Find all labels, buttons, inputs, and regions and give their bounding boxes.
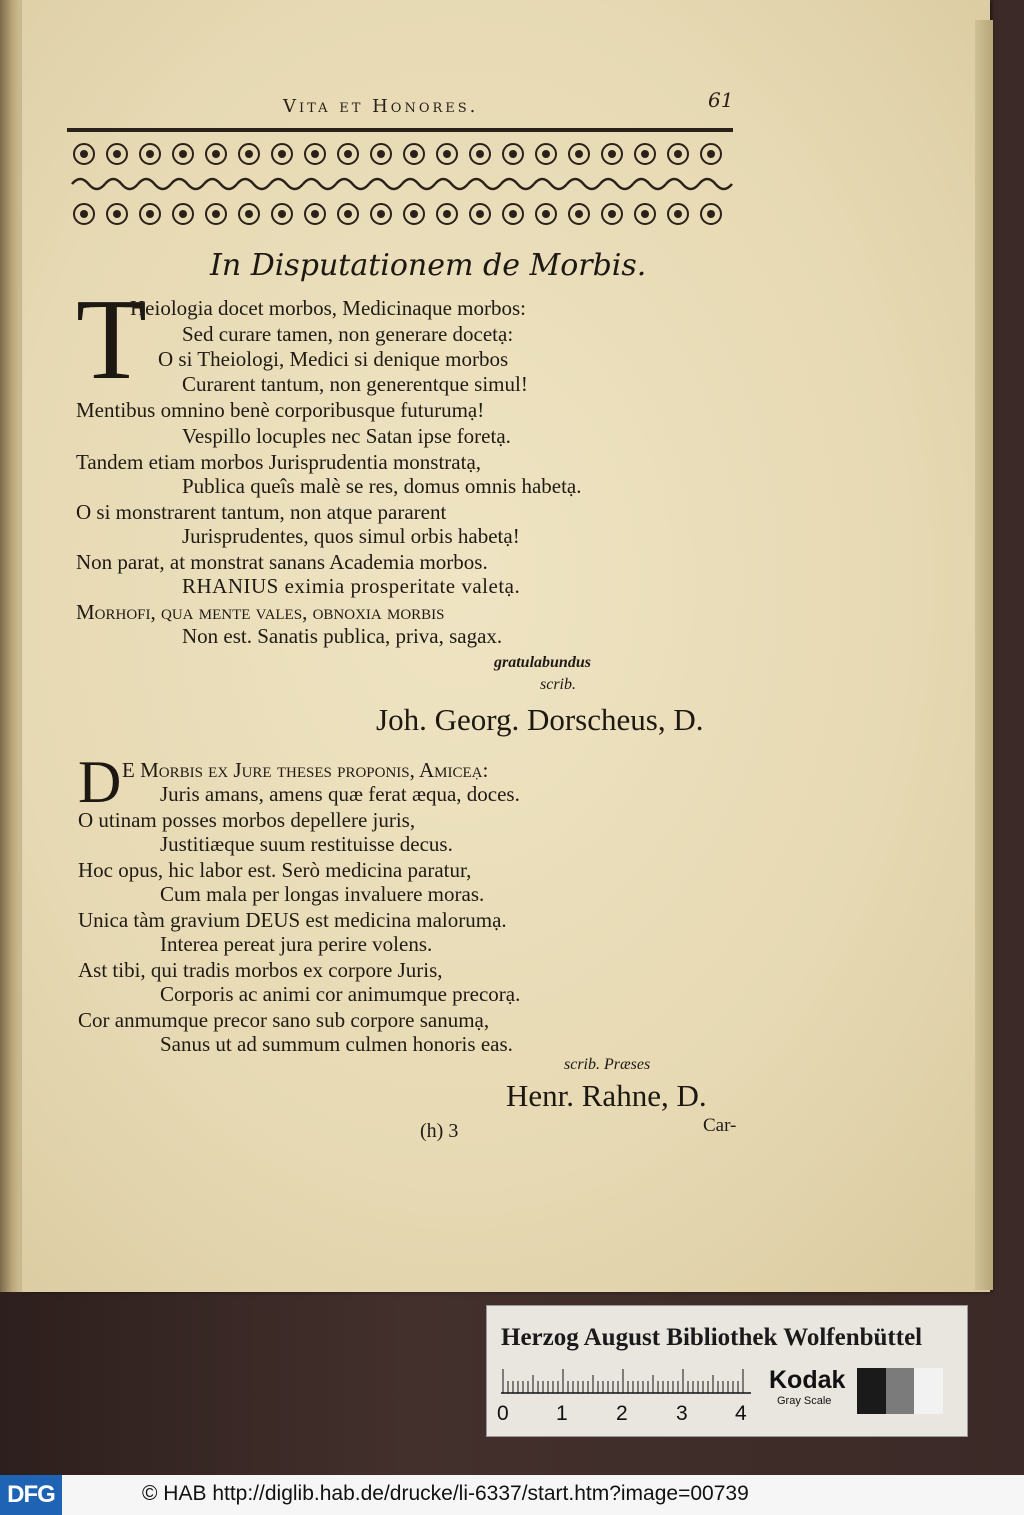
ornament-rosette-center (542, 210, 550, 218)
copyright-url[interactable]: © HAB http://diglib.hab.de/drucke/li-6337/start.htm?image=00739 (142, 1482, 749, 1505)
verse-line: E Morbis ex Jure theses proponis, Amiceạ: (122, 758, 489, 782)
verse-line: Curarent tantum, non generentque simul! (182, 372, 528, 396)
printer-signature-mark: (h) 3 (420, 1120, 459, 1142)
verse-line: Vespillo locuples nec Satan ipse foretạ. (182, 424, 511, 448)
verse-line: Ast tibi, qui tradis morbos ex corpore Juris, (78, 958, 443, 982)
verse-line: Unica tàm gravium DEUS est medicina malorumạ. (78, 908, 507, 932)
ornament-rosette-center (179, 150, 187, 158)
library-name: Herzog August Bibliothek Wolfenbüttel (501, 1324, 923, 1351)
ornament-vine (72, 179, 105, 189)
verse-line: O si Theiologi, Medici si denique morbos (158, 347, 509, 371)
verse-line: Hoc opus, hic labor est. Serò medicina paratur, (78, 858, 472, 882)
ornament-rosette-center (377, 210, 385, 218)
ornament-rosette-center (377, 150, 385, 158)
verse-line: RHANIUS eximia prosperitate valetạ. (182, 574, 521, 598)
ruler-number: 2 (616, 1402, 628, 1425)
ornamental-border (70, 140, 736, 228)
verse-line: Jurisprudentes, quos simul orbis habetạ! (182, 524, 520, 548)
ornament-rosette-center (476, 210, 484, 218)
ruler-number: 4 (735, 1402, 747, 1425)
gray-scale-label: Gray Scale (777, 1395, 832, 1407)
ornament-vine (501, 179, 534, 189)
book-spine (0, 0, 24, 1292)
verse-line: O utinam posses morbos depellere juris, (78, 808, 416, 832)
ruler-number: 3 (676, 1402, 688, 1425)
ornament-vine (534, 179, 567, 189)
ornament-rosette-center (641, 150, 649, 158)
ornament-rosette-center (674, 150, 682, 158)
running-head: Vita et Honores. (283, 96, 479, 117)
dropcap-initial: T (76, 276, 147, 404)
ruler-number: 1 (556, 1402, 568, 1425)
ornament-rosette-center (575, 210, 583, 218)
ornament-rosette-center (344, 210, 352, 218)
ornament-rosette-center (641, 210, 649, 218)
ornament-rosette-center (608, 210, 616, 218)
verse-line: Morhofi, qua mente vales, obnoxia morbis (76, 600, 445, 624)
ornament-rosette-center (278, 150, 286, 158)
ornament-vine (468, 179, 501, 189)
poem-title: In Disputationem de Morbis. (210, 248, 647, 283)
library-label (486, 1305, 968, 1437)
ornament-vine (105, 179, 138, 189)
ornament-rosette-center (476, 150, 484, 158)
ornament-rosette-center (707, 150, 715, 158)
ornament-rosette-center (410, 150, 418, 158)
ornament-vine (666, 179, 699, 189)
dfg-logo: DFG (0, 1475, 62, 1515)
ornament-rosette-center (212, 210, 220, 218)
verse-line: Publica queîs malè se res, domus omnis habetạ. (182, 474, 582, 498)
ornament-rosette-center (674, 210, 682, 218)
ruler-number: 0 (497, 1402, 509, 1425)
verse-line: Tandem etiam morbos Jurisprudentia monstratạ, (76, 450, 482, 474)
verse-line: Justitiæque suum restituisse decus. (160, 832, 453, 856)
ornament-vine (204, 179, 237, 189)
ornament-rosette-center (146, 210, 154, 218)
ornament-vine (600, 179, 633, 189)
measurement-ruler (501, 1368, 751, 1394)
verse-line: Corporis ac animi cor animumque precorạ. (160, 982, 521, 1006)
verse-line: Non est. Sanatis publica, priva, sagax. (182, 624, 503, 648)
ornament-rosette-center (80, 210, 88, 218)
kodak-brand: Kodak (769, 1366, 846, 1394)
verse-line: Non parat, at monstrat sanans Academia morbos. (76, 550, 488, 574)
ornament-rosette-center (575, 150, 583, 158)
page-edge (975, 20, 993, 1290)
verse-line: Mentibus omnino benè corporibusque futurumạ! (76, 398, 485, 422)
ornament-vine (699, 179, 732, 189)
verse-line: Sed curare tamen, non generare docetạ: (182, 322, 514, 346)
ornament-rosette-center (542, 150, 550, 158)
ornament-rosette-center (707, 210, 715, 218)
catchword: Car- (703, 1115, 737, 1136)
ornament-rosette-center (443, 150, 451, 158)
ornament-rosette-center (245, 150, 253, 158)
ornament-rosette-center (443, 210, 451, 218)
ornament-rosette-center (212, 150, 220, 158)
ornament-rosette-center (245, 210, 253, 218)
signature-note: scrib. Præses (564, 1056, 651, 1073)
signature-note: scrib. (540, 676, 576, 693)
ornament-vine (171, 179, 204, 189)
ornament-rosette-center (80, 150, 88, 158)
ornament-vine (336, 179, 369, 189)
gray-patch (886, 1368, 915, 1414)
verse-line: Interea pereat jura perire volens. (160, 932, 433, 956)
ornament-vine (435, 179, 468, 189)
ornament-rosette-center (179, 210, 187, 218)
ornament-vine (402, 179, 435, 189)
dropcap-initial: D (78, 749, 122, 815)
ornament-rosette-center (113, 150, 121, 158)
ornament-rosette-center (113, 210, 121, 218)
verse-line: Juris amans, amens quæ ferat æqua, doces. (160, 782, 520, 806)
ornament-vine (237, 179, 270, 189)
ornament-vine (138, 179, 171, 189)
page-number: 61 (708, 88, 734, 112)
ornament-rosette-center (311, 150, 319, 158)
signature-note: gratulabundus (494, 654, 591, 671)
footer-bar (0, 1475, 1024, 1515)
author-signature: Henr. Rahne, D. (506, 1078, 707, 1113)
ornament-rosette-center (146, 150, 154, 158)
gray-patch (914, 1368, 943, 1414)
verse-line: O si monstrarent tantum, non atque pararent (76, 500, 447, 524)
ornament-rosette-center (278, 210, 286, 218)
ornament-vine (270, 179, 303, 189)
ornament-rosette-center (509, 210, 517, 218)
verse-line: Sanus ut ad summum culmen honoris eas. (160, 1032, 513, 1056)
verse-line: Cor anmumque precor sano sub corpore sanumạ, (78, 1008, 490, 1032)
verse-line: Cum mala per longas invaluere moras. (160, 882, 485, 906)
ornament-vine (567, 179, 600, 189)
ornament-vine (303, 179, 336, 189)
head-rule (67, 128, 733, 132)
ornament-rosette-center (608, 150, 616, 158)
ornament-rosette-center (410, 210, 418, 218)
gray-scale-patches (857, 1368, 943, 1414)
ornament-vine (369, 179, 402, 189)
ornament-rosette-center (509, 150, 517, 158)
verse-line: Heiologia docet morbos, Medicinaque morbos: (130, 296, 526, 320)
ornament-rosette-center (344, 150, 352, 158)
author-signature: Joh. Georg. Dorscheus, D. (376, 702, 704, 737)
ornament-rosette-center (311, 210, 319, 218)
ornament-vine (633, 179, 666, 189)
gray-patch (857, 1368, 886, 1414)
